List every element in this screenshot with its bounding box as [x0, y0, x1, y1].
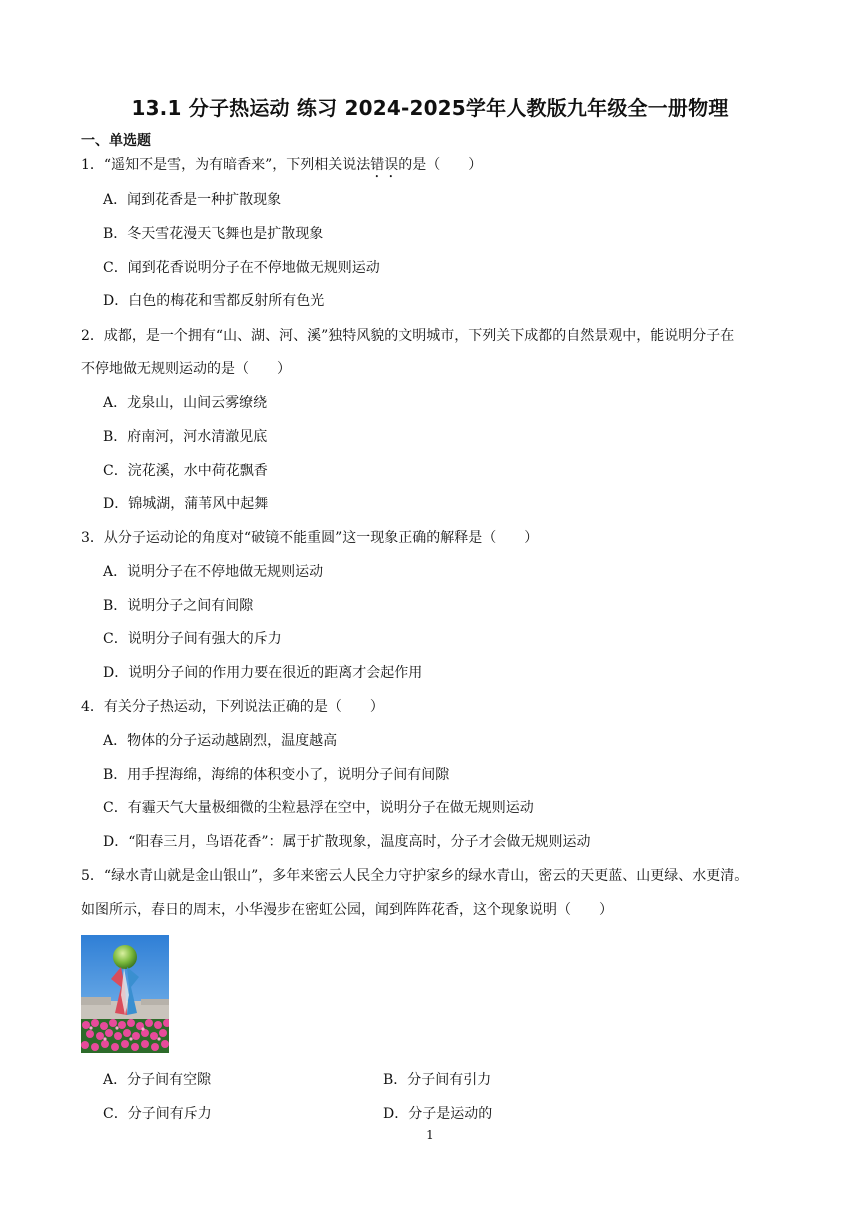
- question-3-option-d[interactable]: D．说明分子间的作用力要在很近的距离才会起作用: [103, 665, 423, 681]
- question-2-stem-line-2: 不停地做无规则运动的是（ ）: [81, 361, 291, 377]
- question-1-option-b[interactable]: B．冬天雪花漫天飞舞也是扩散现象: [103, 226, 324, 242]
- question-1-option-a[interactable]: A．闻到花香是一种扩散现象: [103, 192, 282, 208]
- question-2-stem-line-1: 2．成都，是一个拥有“山、湖、河、溪”独特风貌的文明城市，下列关下成都的自然景观中，能说明分子在: [81, 328, 735, 344]
- park-sculpture-photo: [81, 935, 169, 1053]
- question-5-stem-line-1: 5．“绿水青山就是金山银山”，多年来密云人民全力守护家乡的绿水青山，密云的天更蓝、山更绿、水更清。: [81, 868, 749, 884]
- question-4-option-b[interactable]: B．用手捏海绵，海绵的体积变小了，说明分子间有间隙: [103, 767, 450, 783]
- section-heading: 一、单选题: [81, 133, 151, 149]
- question-3-stem: 3．从分子运动论的角度对“破镜不能重圆”这一现象正确的解释是（ ）: [81, 530, 539, 546]
- question-4-option-d[interactable]: D．“阳春三月，鸟语花香”：属于扩散现象，温度高时，分子才会做无规则运动: [103, 834, 591, 850]
- question-1-stem: [81, 155, 482, 181]
- question-5-option-d[interactable]: D．分子是运动的: [383, 1106, 493, 1122]
- question-2-option-a[interactable]: A．龙泉山，山间云雾缭绕: [103, 395, 268, 411]
- question-4-option-c[interactable]: C．有霾天气大量极细微的尘粒悬浮在空中，说明分子在做无规则运动: [103, 800, 534, 816]
- question-2-option-b[interactable]: B．府南河，河水清澈见底: [103, 429, 268, 445]
- page-number: 1: [426, 1128, 434, 1142]
- question-2-option-c[interactable]: C．浣花溪，水中荷花飘香: [103, 463, 268, 479]
- question-1-stem-end: 的是（ ）: [398, 157, 483, 173]
- question-3-option-b[interactable]: B．说明分子之间有间隙: [103, 598, 254, 614]
- question-1-stem-start: 1．“遥知不是雪，为有暗香来”，下列相关说法: [81, 157, 371, 173]
- question-1-option-c[interactable]: C．闻到花香说明分子在不停地做无规则运动: [103, 260, 380, 276]
- question-1-option-d[interactable]: D．白色的梅花和雪都反射所有色光: [103, 293, 325, 309]
- question-3-option-c[interactable]: C．说明分子间有强大的斥力: [103, 631, 282, 647]
- question-5-option-b[interactable]: B．分子间有引力: [383, 1072, 492, 1088]
- question-5-option-a[interactable]: A．分子间有空隙: [103, 1072, 212, 1088]
- question-5-option-c[interactable]: C．分子间有斥力: [103, 1106, 212, 1122]
- question-4-stem: 4．有关分子热运动，下列说法正确的是（ ）: [81, 699, 384, 715]
- question-5-stem-line-2: 如图所示，春日的周末，小华漫步在密虹公园，闻到阵阵花香，这个现象说明（ ）: [81, 902, 613, 918]
- question-4-option-a[interactable]: A．物体的分子运动越剧烈，温度越高: [103, 733, 338, 749]
- page-title: 13.1 分子热运动 练习 2024-2025学年人教版九年级全一册物理: [131, 96, 729, 120]
- question-2-option-d[interactable]: D．锦城湖，蒲苇风中起舞: [103, 496, 269, 512]
- question-3-option-a[interactable]: A．说明分子在不停地做无规则运动: [103, 564, 324, 580]
- question-1-emphasis: 错误: [370, 157, 399, 173]
